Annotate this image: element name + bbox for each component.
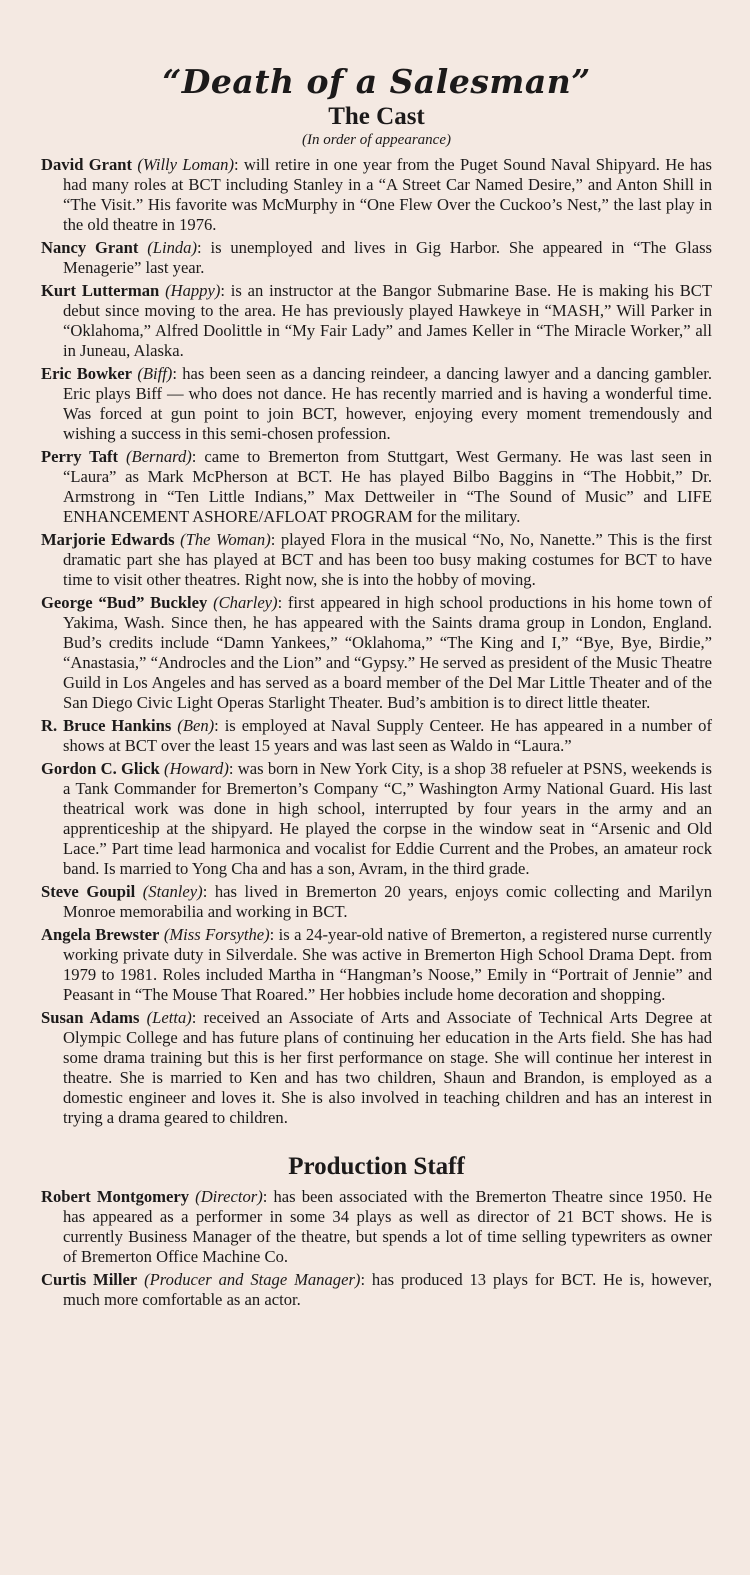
cast-role: (Stanley): [142, 882, 203, 901]
cast-role: (Letta): [146, 1008, 192, 1027]
cast-name: Steve Goupil: [41, 882, 136, 901]
staff-bio: : has been associated with the Bremerton Theatre since 1950. He has appeared as a performer in some 34 plays as well as director of 21 BCT shows. He is currently Business Manager of the theatre, but spends a lot of time selling typewriters as owner of Bremerton Office Machine Co.: [63, 1187, 713, 1266]
cast-subheading: (In order of appearance): [302, 132, 451, 148]
cast-bio: : played Flora in the musical “No, No, Nanette.” This is the first dramatic part she has played at BCT and has been too busy making costumes for BCT to have time to visit other theatres. Right now, she is into the hobby of moving.: [63, 530, 713, 589]
cast-role: (Charley): [213, 593, 278, 612]
cast-role: (Miss Forsythe): [163, 925, 270, 944]
cast-name: Nancy Grant: [41, 238, 139, 257]
staff-role: (Director): [195, 1187, 263, 1206]
cast-bio: : is a 24-year-old native of Bremerton, a registered nurse currently working private duty in Silverdale. She was active in Bremerton High School Drama Dept. from 1979 to 1981. Roles included Martha in “Hangman’s Noose,” Emily in “Portrait of Jennie” and Peasant in “The Mouse That Roared.” Her hobbies include home decoration and shopping.: [63, 925, 712, 1004]
cast-name: Marjorie Edwards: [41, 530, 175, 549]
cast-list: [41, 155, 712, 1128]
cast-name: R. Bruce Hankins: [41, 716, 172, 735]
cast-name: Eric Bowker: [41, 364, 133, 383]
cast-role: (Biff): [137, 364, 173, 383]
cast-role: (Bernard): [126, 447, 192, 466]
cast-role: (Howard): [164, 759, 229, 778]
cast-role: (Linda): [147, 238, 197, 257]
play-title: “Death of a Salesman”: [162, 62, 591, 101]
cast-heading: The Cast: [328, 103, 425, 130]
cast-entry: [41, 364, 712, 444]
cast-bio: : will retire in one year from the Puget Sound Naval Shipyard. He has had many roles at BCT including Stanley in a “A Street Car Named Desire,” and Anton Shill in “The Visit.” His favorite was McMurphy in “One Flew Over the Cuckoo’s Nest,” the last play in the old theatre in 1976.: [63, 155, 712, 234]
staff-role: (Producer and Stage Manager): [144, 1270, 361, 1289]
cast-role: (Willy Loman): [137, 155, 234, 174]
staff-entry: [41, 1270, 712, 1310]
cast-bio: : is employed at Naval Supply Centeer. He has appeared in a number of shows at BCT over the least 15 years and was last seen as Waldo in “Laura.”: [63, 716, 712, 755]
cast-entry: [41, 593, 712, 713]
staff-name: Curtis Miller: [41, 1270, 138, 1289]
cast-entry: [41, 530, 712, 590]
cast-bio: : has lived in Bremerton 20 years, enjoys comic collecting and Marilyn Monroe memorabilia and working in BCT.: [63, 882, 712, 921]
cast-bio: : is an instructor at the Bangor Submarine Base. He is making his BCT debut since moving to the area. He has previously played Hawkeye in “MASH,” Will Parker in “Oklahoma,” Alfred Doolittle in “My Fair Lady” and James Keller in “The Miracle Worker,” all in Juneau, Alaska.: [63, 281, 712, 360]
staff-heading: Production Staff: [288, 1153, 465, 1180]
cast-bio: : has been seen as a dancing reindeer, a dancing lawyer and a dancing gambler. Eric plays Biff — who does not dance. He has recently married and is having a wonderful time. Was forced at gun point to join BCT, however, enjoying every moment tremendously and wishing a success in this semi-chosen profession.: [63, 364, 712, 443]
cast-bio: : received an Associate of Arts and Associate of Technical Arts Degree at Olympic College and has future plans of continuing her education in the Arts field. She has had some drama training but this is her first performance on stage. She will continue her interest in theatre. She is married to Ken and has two children, Shaun and Brandon, is employed as a domestic engineer and loves it. She is also involved in teaching children and has an interest in trying a drama geared to children.: [63, 1008, 712, 1127]
cast-entry: [41, 281, 712, 361]
cast-name: George “Bud” Buckley: [41, 593, 208, 612]
cast-role: (Ben): [177, 716, 215, 735]
staff-entry: [41, 1187, 712, 1267]
cast-role: (Happy): [165, 281, 221, 300]
cast-entry: [41, 759, 712, 879]
cast-name: Perry Taft: [41, 447, 119, 466]
staff-list: [41, 1187, 712, 1310]
cast-entry: [41, 155, 712, 235]
cast-name: Gordon C. Glick: [41, 759, 160, 778]
cast-entry: [41, 447, 712, 527]
cast-bio: : came to Bremerton from Stuttgart, West Germany. He was last seen in “Laura” as Mark McPherson at BCT. He has played Bilbo Baggins in “The Hobbit,” Dr. Armstrong in “Ten Little Indians,” Max Dettweiler in “The Sound of Music” and LIFE ENHANCEMENT ASHORE/AFLOAT PROGRAM for the military.: [63, 447, 713, 526]
cast-name: Kurt Lutterman: [41, 281, 160, 300]
cast-entry: [41, 925, 712, 1005]
cast-role: (The Woman): [180, 530, 271, 549]
cast-name: David Grant: [41, 155, 133, 174]
cast-name: Angela Brewster: [41, 925, 160, 944]
staff-bio: : has produced 13 plays for BCT. He is, however, much more comfortable as an actor.: [63, 1270, 712, 1309]
cast-bio: : was born in New York City, is a shop 38 refueler at PSNS, weekends is a Tank Commander for Bremerton’s Company “C,” Washington Army National Guard. His last theatrical work was done in high school, interrupted by four years in the army and an apprenticeship at the shipyard. He played the corpse in the window seat in “Arsenic and Old Lace.” Part time lead harmonica and vocalist for Eddie Current and the Probes, an amateur rock band. Is married to Yong Cha and has a son, Avram, in the third grade.: [63, 759, 712, 878]
cast-entry: [41, 716, 712, 756]
cast-entry: [41, 1008, 712, 1128]
staff-name: Robert Montgomery: [41, 1187, 190, 1206]
cast-entry: [41, 882, 712, 922]
cast-name: Susan Adams: [41, 1008, 140, 1027]
cast-bio: : first appeared in high school productions in his home town of Yakima, Wash. Since then, he has appeared with the Saints drama group in London, England. Bud’s credits include “Damn Yankees,” “Oklahoma,” “The King and I,” “Bye, Bye, Birdie,” “Anastasia,” “Androcles and the Lion” and “Gypsy.” He served as president of the Music Theatre Guild in Los Angeles and has served as a board member of the Del Mar Little Theater and of the San Diego Civic Light Operas Starlight Theater. Bud’s ambition is to direct little theater.: [63, 593, 712, 712]
cast-entry: [41, 238, 712, 278]
cast-bio: : is unemployed and lives in Gig Harbor. She appeared in “The Glass Menagerie” last year.: [63, 238, 712, 277]
